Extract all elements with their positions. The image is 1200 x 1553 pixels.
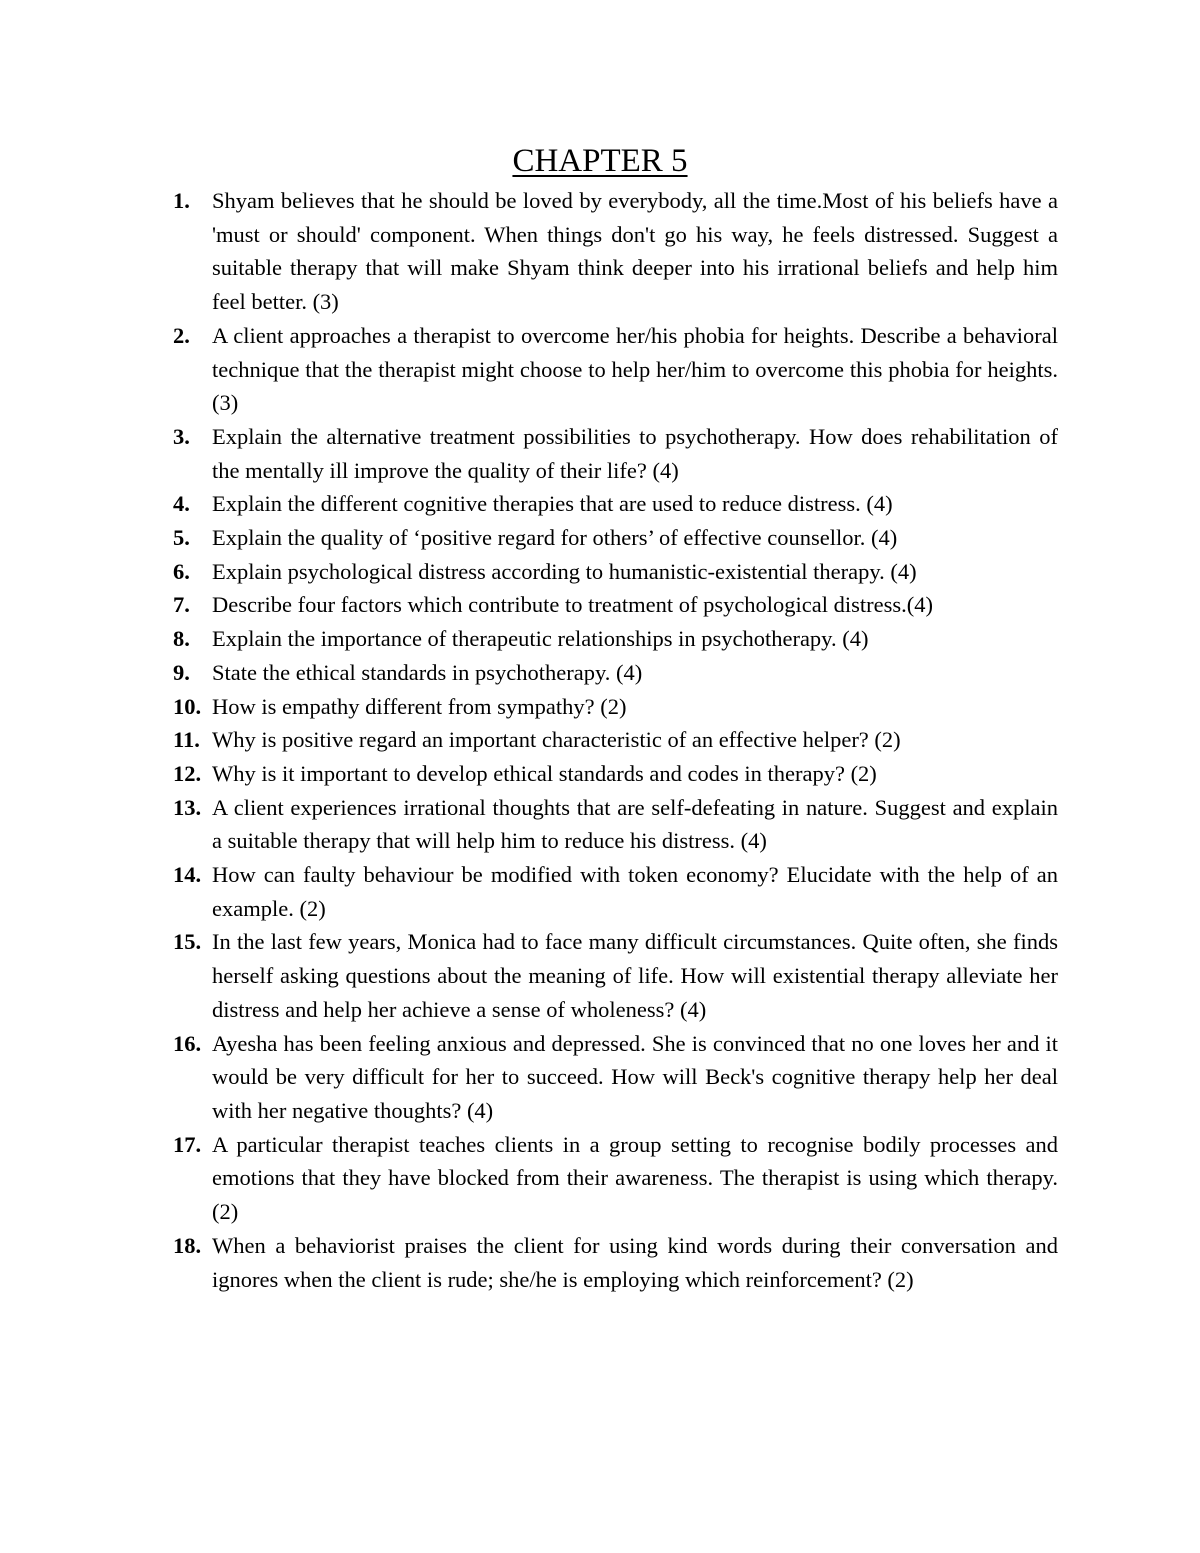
question-text: Explain the different cognitive therapies that are used to reduce distress. (4) [212,491,893,517]
question-text: How can faulty behaviour be modified with token economy? Elucidate with the help of an example. (2) [212,862,1058,921]
question-item [0,1027,1058,1128]
question-text: In the last few years, Monica had to face many difficult circumstances. Quite often, she finds herself asking questions about the meaning of life. How will existential therapy alleviate her distress and help her achieve a sense of wholeness? (4) [212,929,1058,1022]
question-number: 5. [173,525,190,551]
question-item [0,656,1058,690]
question-item [0,690,1058,724]
question-text: Shyam believes that he should be loved by everybody, all the time.Most of his beliefs have a 'must or should' component. When things don't go his way, he feels distressed. Suggest a suitable therapy that will make Shyam think deeper into his irrational beliefs and help him feel better. (3) [212,188,1058,315]
question-text: Explain psychological distress according to humanistic-existential therapy. (4) [212,558,917,584]
question-item [0,588,1058,622]
question-number: 1. [173,188,190,213]
question-number: 13. [173,794,202,820]
question-number: 8. [173,626,190,652]
question-number: 15. [173,929,202,955]
question-number: 2. [173,322,190,348]
question-number: 9. [173,659,190,685]
question-text: Why is positive regard an important characteristic of an effective helper? (2) [212,727,901,753]
question-text: Why is it important to develop ethical standards and codes in therapy? (2) [212,760,877,786]
question-number: 10. [173,693,202,719]
question-text: Describe four factors which contribute to treatment of psychological distress.(4) [212,592,934,618]
question-number: 4. [173,491,190,517]
question-number: 18. [173,1232,202,1258]
question-text: State the ethical standards in psychotherapy. (4) [212,659,643,685]
question-item [0,622,1058,656]
question-list [0,184,1200,1296]
question-item [0,1229,1058,1296]
question-number: 17. [173,1131,202,1157]
question-text: A client approaches a therapist to overcome her/his phobia for heights. Describe a behavioral technique that the therapist might choose to help her/him to overcome this phobia for heights. (3) [212,322,1058,416]
question-text: When a behaviorist praises the client for using kind words during their conversation and ignores when the client is rude; she/he is employing which reinforcement? (2) [212,1232,1058,1292]
question-number: 12. [173,760,202,786]
question-item [0,521,1058,555]
question-item [0,184,1058,319]
question-text: A client experiences irrational thoughts that are self-defeating in nature. Suggest and explain a suitable therapy that will help him to reduce his distress. (4) [212,794,1058,854]
question-text: How is empathy different from sympathy? (2) [212,693,627,719]
question-text: Ayesha has been feeling anxious and depressed. She is convinced that no one loves her and it would be very difficult for her to succeed. How will Beck's cognitive therapy help her deal with her negative thoughts? (4) [212,1030,1058,1123]
question-item [0,791,1058,858]
question-text: Explain the importance of therapeutic relationships in psychotherapy. (4) [212,626,869,652]
question-item [0,1128,1058,1229]
question-number: 11. [173,727,200,753]
question-number: 14. [173,862,202,888]
question-number: 3. [173,423,190,449]
question-number: 7. [173,592,190,618]
question-item [0,420,1058,487]
question-item [0,555,1058,589]
question-item [0,858,1058,925]
question-number: 16. [173,1030,202,1056]
chapter-title: CHAPTER 5 [512,143,688,179]
question-item [0,757,1058,791]
question-item [0,487,1058,521]
question-item [0,925,1058,1026]
question-text: Explain the alternative treatment possibilities to psychotherapy. How does rehabilitation of the mentally ill improve the quality of their life? (4) [212,423,1058,483]
question-item [0,723,1058,757]
question-item [0,319,1058,420]
question-text: A particular therapist teaches clients in a group setting to recognise bodily processes and emotions that they have blocked from their awareness. The therapist is using which therapy. (2) [212,1131,1058,1225]
question-number: 6. [173,558,190,584]
question-text: Explain the quality of ‘positive regard for others’ of effective counsellor. (4) [212,525,898,551]
